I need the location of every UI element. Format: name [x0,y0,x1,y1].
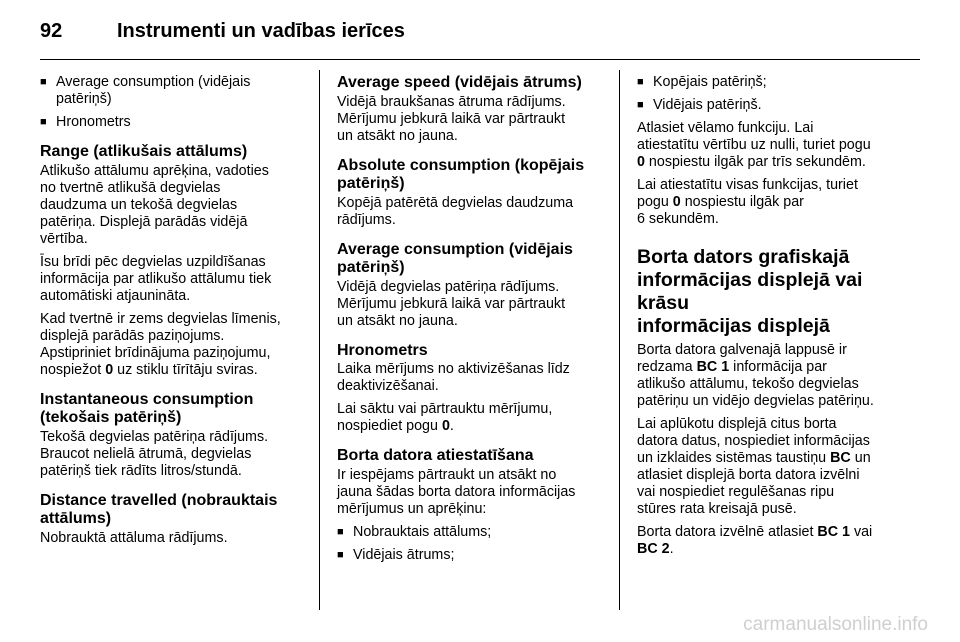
bullet-list [337,524,605,564]
paragraph: Īsu brīdi pēc degvielas uzpildīšanas informācija par atlikušo attālumu tiek automātiski atjaunināta. [40,253,272,304]
paragraph: Lai atiestatītu visas funkcijas, turiet pogu 0 nospiestu ilgāk par 6 sekundēm. [637,177,858,227]
bullet-icon: ■ [40,76,47,88]
key-label: 0 [672,194,681,210]
column-2 [337,74,605,570]
heading-absolute-consumption: Absolute consumption (kopējais patēriņš) [337,156,585,192]
column-divider-1 [319,70,320,610]
paragraph: Atlasiet vēlamo funkciju. Lai atiestatītu vērtību uz nulli, turiet pogu 0 nospiestu ilgāk par trīs sekundēm. [637,120,871,170]
paragraph: Kad tvertnē ir zems degvielas līmenis, displejā parādās paziņojums. Apstipriniet brīdinājuma paziņojumu, nospiežot 0 uz stiklu tīrītāju sviras. [40,310,281,378]
list-item: ■ Nobrauktais attālums; [337,523,492,540]
paragraph: Vidējā braukšanas ātruma rādījums. Mērījumu jebkurā laikā var pārtraukt un atsākt no jauna. [337,93,566,144]
key-label: BC [830,450,851,466]
column-3 [637,74,905,564]
key-label: 0 [441,418,450,434]
paragraph: Vidējā degvielas patēriņa rādījums. Mērījumu jebkurā laikā var pārtraukt un atsākt no jauna. [337,278,566,329]
bullet-icon: ■ [637,99,644,111]
key-label: 0 [637,154,645,170]
paragraph: Atlikušo attālumu aprēķina, vadoties no tvertnē atlikušā degvielas daudzuma un tekošā degvielas patēriņa. Displejā parādās vidējā vērtība. [40,162,269,247]
paragraph: Nobrauktā attāluma rādījums. [40,529,228,546]
watermark-text: carmanualsonline.info [743,614,928,635]
column-1 [40,74,308,553]
bullet-list [637,74,905,114]
bullet-icon: ■ [337,548,344,561]
heading-graphic-display: Borta dators grafiskajā informācijas displejā vai krāsu informācijas displejā [637,246,863,337]
paragraph: Kopējā patērētā degvielas daudzuma rādījums. [337,194,574,228]
heading-average-consumption: Average consumption (vidējais patēriņš) [337,240,573,276]
paragraph: Lai aplūkotu displejā citus borta datora datus, nospiediet informācijas un izklaides sistēmas taustiņu BC un atlasiet displejā borta datora izvēlni vai nospiediet regulēšanas ripu stūres rata kreisajā pusē. [637,416,871,517]
heading-reset: Borta datora atiestatīšana [337,447,534,464]
list-item: ■ Vidējais ātrums; [337,546,455,563]
paragraph: Ir iespējams pārtraukt un atsākt no jauna šādas borta datora informācijas mērījumus un aprēķinu: [337,466,576,517]
heading-range: Range (atlikušais attālums) [40,143,248,160]
bullet-icon: ■ [337,525,344,538]
list-item: ■ Vidējais patēriņš. [637,97,762,113]
paragraph: Borta datora izvēlnē atlasiet BC 1 vai BC 2. [637,524,873,557]
paragraph: Borta datora galvenajā lappusē ir redzama BC 1 informācija par atlikušo attālumu, tekošo degvielas patēriņu un vidējo degvielas patēriņu. [637,342,874,409]
paragraph: Lai sāktu vai pārtrauktu mērījumu, nospiediet pogu 0. [337,401,553,434]
header-rule [40,59,920,60]
bullet-icon: ■ [637,76,644,88]
heading-average-speed: Average speed (vidējais ātrums) [337,74,582,91]
paragraph: Tekošā degvielas patēriņa rādījums. Braucot nelielā ātrumā, degvielas patēriņš tiek rādīts litros/stundā. [40,428,269,479]
bullet-list [40,74,308,131]
key-label: BC 2 [637,541,670,557]
list-item: ■ Kopējais patēriņš; [637,74,767,90]
key-label: 0 [105,361,114,378]
key-label: BC 1 [696,359,730,375]
key-label: BC 1 [817,524,850,540]
page-title: Instrumenti un vadības ierīces [117,20,405,42]
list-item: ■ Hronometrs [40,114,131,130]
column-divider-2 [619,70,620,610]
heading-instant-consumption: Instantaneous consumption (tekošais patēriņš) [40,390,254,426]
heading-distance: Distance travelled (nobrauktais attālums) [40,491,278,527]
page-number: 92 [40,20,63,42]
heading-hronometrs: Hronometrs [337,341,428,359]
bullet-icon: ■ [40,116,47,128]
paragraph: Laika mērījums no aktivizēšanas līdz deaktivizēšanai. [337,361,570,394]
list-item: ■ Average consumption (vidējais patēriņš) [40,74,251,107]
page-header [40,20,920,52]
